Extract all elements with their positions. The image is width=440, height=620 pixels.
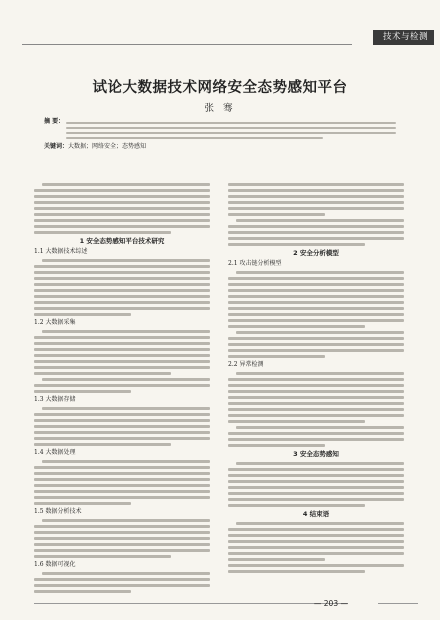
paragraph-1-4	[34, 460, 210, 505]
keywords-label: 关键词：	[44, 142, 69, 150]
paragraph-2-1	[228, 271, 404, 358]
paragraph-1-2	[34, 330, 210, 393]
subsection-heading-2-2: 2.2 异常检测	[228, 361, 264, 368]
subsection-heading-1-4: 1.4 大数据处理	[34, 449, 76, 456]
keywords-value: 大数据；网络安全；态势感知	[68, 142, 147, 150]
keywords-line	[44, 143, 396, 151]
paragraph-right-1	[228, 183, 404, 216]
abstract-text	[66, 119, 396, 142]
paragraph-4	[228, 522, 404, 561]
section-heading-2: 2 安全分析模型	[293, 249, 339, 257]
subsection-heading-1-5: 1.5 数据分析技术	[34, 508, 82, 515]
paragraph-1-3	[34, 407, 210, 446]
paragraph-right-2	[228, 219, 404, 246]
subsection-heading-1-3: 1.3 大数据存储	[34, 396, 76, 403]
paper-author: 张 骞	[204, 103, 236, 114]
section-heading-4: 4 结束语	[302, 510, 330, 518]
subsection-heading-1-1: 1.1 大数据技术综述	[34, 248, 88, 255]
intro-paragraph	[34, 183, 210, 234]
paragraph-3	[228, 462, 404, 507]
footer-rule-left	[34, 603, 348, 604]
right-column	[228, 180, 404, 582]
paragraph-1-6	[34, 572, 210, 593]
paragraph-2-2	[228, 372, 404, 447]
section-heading-3: 3 安全态势感知	[293, 450, 339, 458]
journal-section-tag: 技术与检测	[373, 30, 434, 45]
author-bio	[228, 564, 404, 573]
subsection-heading-1-2: 1.2 大数据采集	[34, 319, 76, 326]
left-column	[34, 180, 210, 582]
abstract-block	[44, 118, 396, 151]
page-number: — 203 —	[313, 599, 348, 608]
footer-rule-right	[378, 603, 418, 604]
subsection-heading-2-1: 2.1 攻击链分析模型	[228, 260, 282, 267]
paragraph-1-1	[34, 259, 210, 316]
abstract-label: 摘 要：	[44, 118, 65, 125]
paper-title: 试论大数据技术网络安全态势感知平台	[92, 80, 348, 96]
section-heading-1: 1 安全态势感知平台技术研究	[79, 237, 165, 245]
subsection-heading-1-6: 1.6 数据可视化	[34, 561, 76, 568]
header-rule	[22, 44, 352, 45]
paragraph-1-5	[34, 519, 210, 558]
